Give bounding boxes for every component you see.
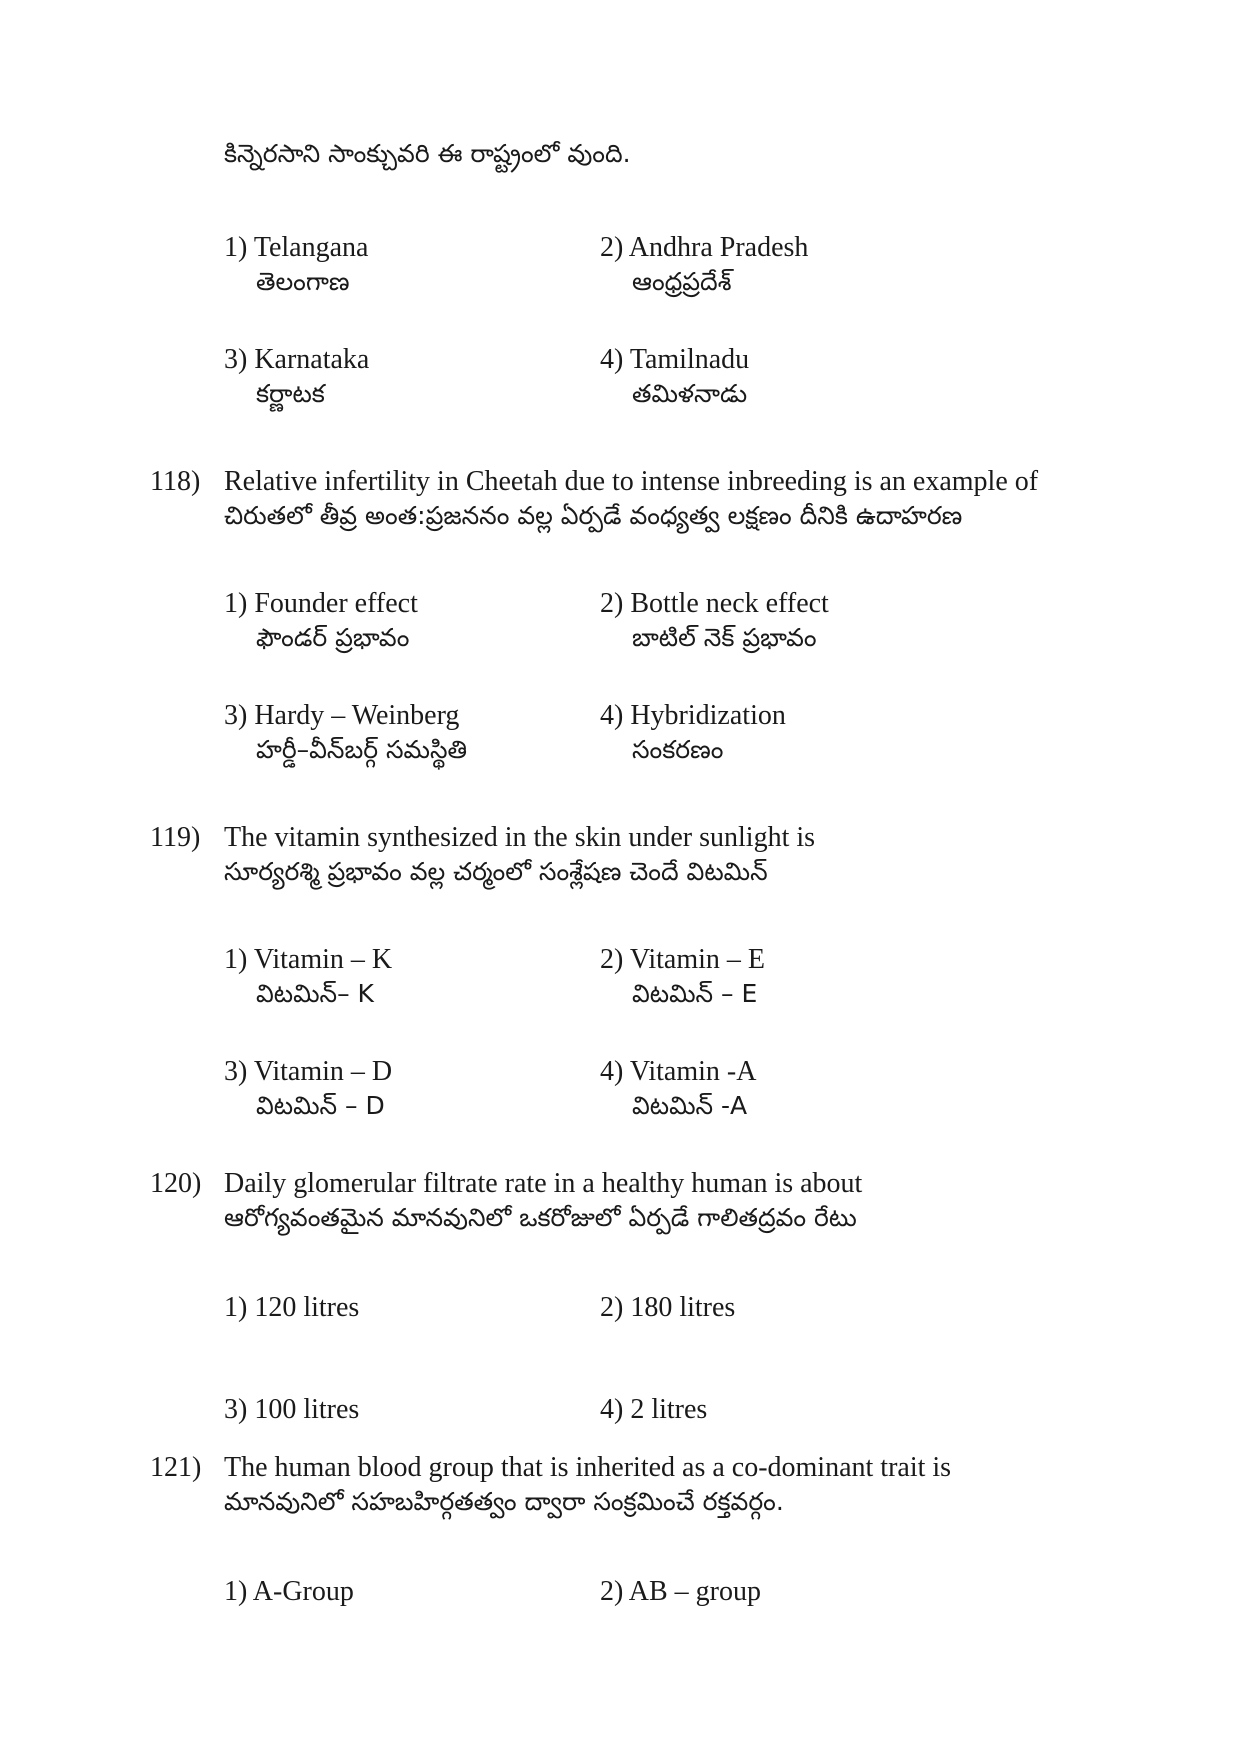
question-119-te: సూర్యరశ్మి ప్రభావం వల్ల చర్మంలో సంశ్లేషణ చెందే విటమిన్ xyxy=(224,857,768,886)
q118-option-1-te: ఫౌండర్ ప్రభావం xyxy=(256,623,410,652)
q120-option-4-en: 4) 2 litres xyxy=(600,1394,708,1425)
q118-option-1-en: 1) Founder effect xyxy=(224,588,418,619)
intro-option-2-en: 2) Andhra Pradesh xyxy=(600,232,809,263)
question-number-118: 118) xyxy=(150,466,201,497)
intro-option-4-te: తమిళనాడు xyxy=(632,379,748,408)
question-121-te: మానవునిలో సహబహిర్గతత్వం ద్వారా సంక్రమించే రక్తవర్గం. xyxy=(224,1487,784,1516)
question-number-119: 119) xyxy=(150,822,201,853)
intro-option-4-en: 4) Tamilnadu xyxy=(600,344,750,375)
q119-option-1-en: 1) Vitamin – K xyxy=(224,944,393,975)
q119-option-3-te: విటమిన్ – D xyxy=(256,1091,385,1120)
q118-option-3-te: హర్డీ–వీన్‌బర్గ్ సమస్థితి xyxy=(256,735,468,764)
q121-option-2-en: 2) AB – group xyxy=(600,1576,761,1607)
question-120-en: Daily glomerular filtrate rate in a healthy human is about xyxy=(224,1168,863,1199)
q118-option-4-en: 4) Hybridization xyxy=(600,700,786,731)
intro-option-1-te: తెలంగాణ xyxy=(256,267,350,296)
q119-option-2-en: 2) Vitamin – E xyxy=(600,944,766,975)
q118-option-2-te: బాటిల్ నెక్ ప్రభావం xyxy=(632,623,817,652)
q120-option-3-en: 3) 100 litres xyxy=(224,1394,360,1425)
question-number-120: 120) xyxy=(150,1168,202,1199)
q119-option-1-te: విటమిన్– K xyxy=(256,979,374,1008)
q119-option-2-te: విటమిన్ – E xyxy=(632,979,758,1008)
q118-option-3-en: 3) Hardy – Weinberg xyxy=(224,700,460,731)
question-118-te: చిరుతలో తీవ్ర అంత:ప్రజననం వల్ల ఏర్పడే వంధ్యత్వ లక్షణం దీనికి ఉదాహరణ xyxy=(224,501,963,530)
q119-option-4-te: విటమిన్ -A xyxy=(632,1091,748,1120)
question-119-en: The vitamin synthesized in the skin under sunlight is xyxy=(224,822,816,853)
q120-option-1-en: 1) 120 litres xyxy=(224,1292,360,1323)
q118-option-4-te: సంకరణం xyxy=(632,735,724,764)
question-121-en: The human blood group that is inherited as a co-dominant trait is xyxy=(224,1452,952,1483)
question-120-te: ఆరోగ్యవంతమైన మానవునిలో ఒకరోజులో ఏర్పడే గాలితద్రవం రేటు xyxy=(224,1203,857,1232)
q119-option-3-en: 3) Vitamin – D xyxy=(224,1056,393,1087)
intro-option-2-te: ఆంధ్రప్రదేశ్ xyxy=(632,267,732,296)
question-number-121: 121) xyxy=(150,1452,202,1483)
q118-option-2-en: 2) Bottle neck effect xyxy=(600,588,829,619)
intro-option-3-te: కర్ణాటక xyxy=(256,379,325,408)
intro-option-3-en: 3) Karnataka xyxy=(224,344,370,375)
intro-option-1-en: 1) Telangana xyxy=(224,232,369,263)
q121-option-1-en: 1) A-Group xyxy=(224,1576,354,1607)
q119-option-4-en: 4) Vitamin -A xyxy=(600,1056,757,1087)
intro-question-telugu: కిన్నెరసాని సాంక్చువరి ఈ రాష్ట్రంలో వుంది. xyxy=(224,139,631,168)
q120-option-2-en: 2) 180 litres xyxy=(600,1292,736,1323)
question-118-en: Relative infertility in Cheetah due to intense inbreeding is an example of xyxy=(224,466,1039,497)
